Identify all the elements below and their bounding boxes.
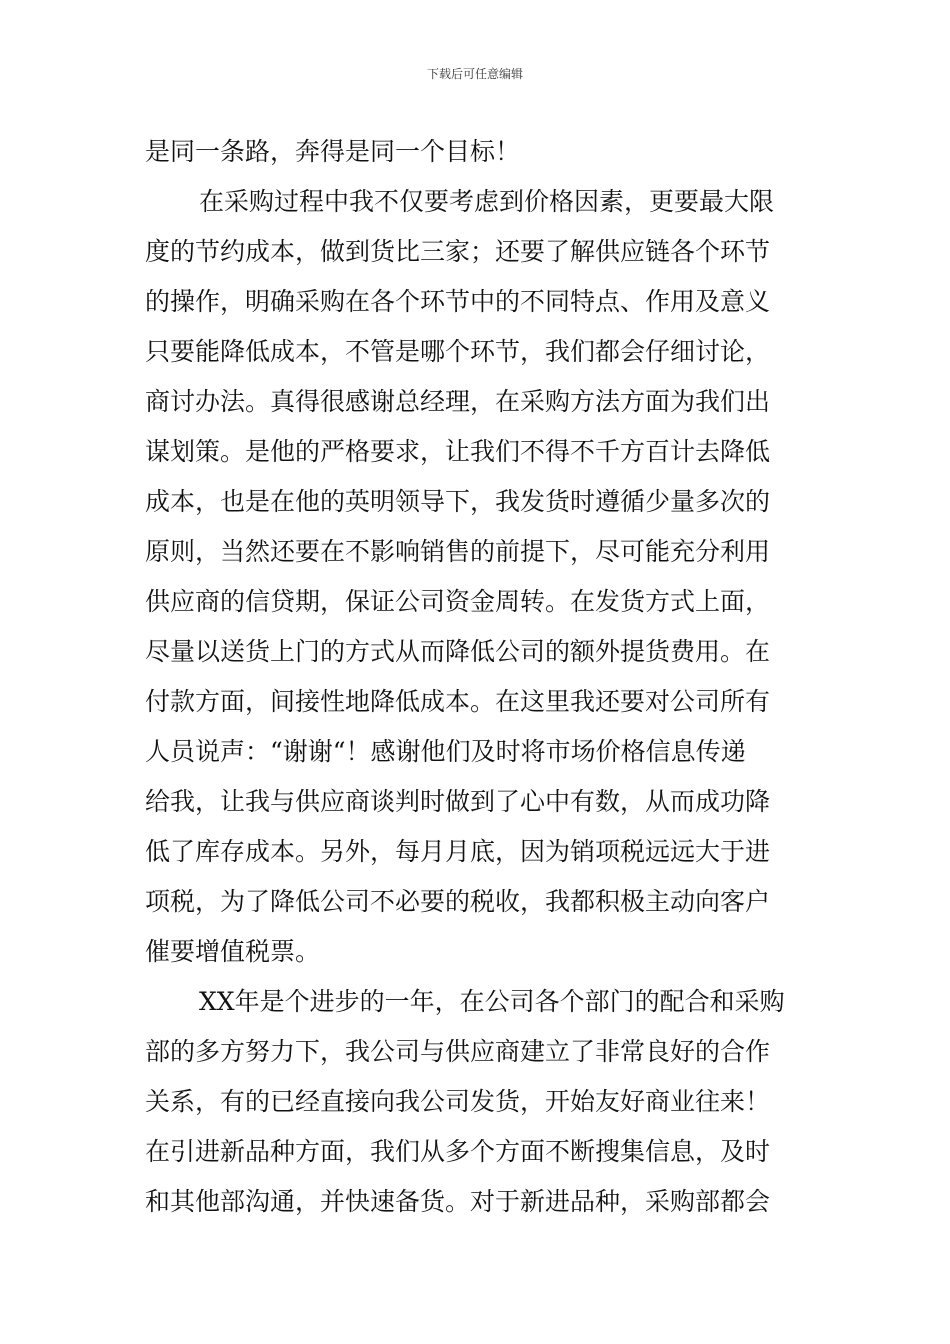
text-line: XX年是个进步的一年，在公司各个部门的配合和采购 (199, 987, 785, 1016)
text-line: 部的多方努力下，我公司与供应商建立了非常良好的合作 (145, 1037, 771, 1066)
text-line: 供应商的信贷期，保证公司资金周转。在发货方式上面， (145, 587, 771, 616)
text-line: 是同一条路，奔得是同一个目标！ (145, 137, 521, 166)
text-line: 付款方面，间接性地降低成本。在这里我还要对公司所有 (145, 687, 771, 716)
header-note: 下载后可任意编辑 (426, 67, 523, 81)
text-line: 商讨办法。真得很感谢总经理，在采购方法方面为我们出 (145, 387, 771, 416)
text-line: 给我，让我与供应商谈判时做到了心中有数，从而成功降 (145, 787, 771, 816)
text-line: 催要增值税票。 (145, 937, 321, 966)
text-line: 关系，有的已经直接向我公司发货，开始友好商业往来！ (145, 1087, 771, 1116)
text-line: 谋划策。是他的严格要求，让我们不得不千方百计去降低 (145, 437, 771, 466)
text-line: 在采购过程中我不仅要考虑到价格因素，更要最大限 (199, 187, 775, 216)
text-line: 尽量以送货上门的方式从而降低公司的额外提货费用。在 (145, 637, 771, 666)
text-line: 在引进新品种方面，我们从多个方面不断搜集信息，及时 (145, 1137, 771, 1166)
text-line: 项税，为了降低公司不必要的税收，我都积极主动向客户 (145, 887, 771, 916)
text-line: 的操作，明确采购在各个环节中的不同特点、作用及意义 (145, 287, 771, 316)
text-line: 度的节约成本，做到货比三家；还要了解供应链各个环节 (145, 237, 771, 266)
text-line: 原则，当然还要在不影响销售的前提下，尽可能充分利用 (145, 537, 771, 566)
text-line: 只要能降低成本，不管是哪个环节，我们都会仔细讨论， (145, 337, 771, 366)
text-line: 和其他部沟通，并快速备货。对于新进品种，采购部都会 (145, 1187, 771, 1216)
text-line: 成本，也是在他的英明领导下，我发货时遵循少量多次的 (145, 487, 771, 516)
document-body (145, 127, 810, 1227)
text-line: 人员说声：“谢谢“！感谢他们及时将市场价格信息传递 (145, 737, 746, 766)
text-line: 低了库存成本。另外，每月月底，因为销项税远远大于进 (145, 837, 771, 866)
